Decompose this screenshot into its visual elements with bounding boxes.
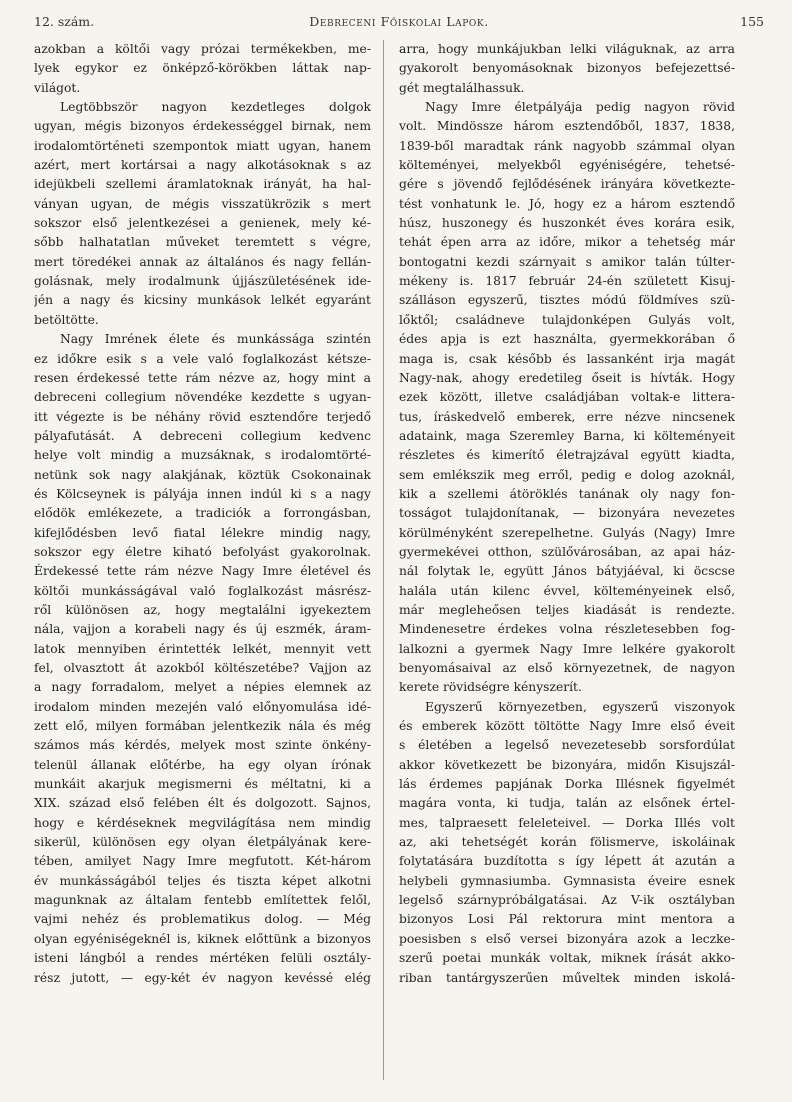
text-line: Mindenesetre érdekes volna részletesebben fog-	[399, 622, 735, 637]
text-line: tehát épen arra az időre, mikor a tehetség már	[399, 235, 735, 250]
text-line: itt végezte is be néhány rövid esztendőre terjedő	[34, 409, 371, 424]
text-line: tosságot tulajdonítanak, — bizonyára nevezetes	[399, 506, 735, 521]
text-line: sokszor első jelentkezései a genienek, mely ké-	[34, 216, 371, 231]
text-line: debreceni collegium növendéke kezdette s ugyan-	[34, 390, 371, 405]
text-line: betöltötte.	[34, 312, 99, 327]
text-line: Érdekessé tette rám nézve Nagy Imre életével és	[34, 564, 371, 579]
text-line: Nagy Imre életpályája pedig nagyon rövid	[425, 100, 735, 115]
text-line: adataink, maga Szeremley Barna, ki költeményeit	[399, 428, 735, 443]
text-line: tus, íráskedvelő emberek, erre nézve nincsenek	[399, 409, 735, 424]
text-line: részletes és kimerítő életrajzával együtt kiadta,	[399, 448, 735, 463]
text-line: ez időkre esik s a vele való foglalkozást kétsze-	[34, 351, 371, 366]
text-line: körülményként szerepelhetne. Gulyás (Nagy) Imre	[399, 525, 735, 540]
text-line: munkáit akarjuk megismerni és méltatni, ki a	[34, 777, 371, 792]
text-line: ezek között, illetve családjában voltak-e littera-	[399, 390, 735, 405]
text-line: sikerül, különösen egy olyan életpályának kere-	[34, 835, 371, 850]
left-column	[34, 40, 371, 988]
text-line: benyomásaival az első környezetnek, de nagyon	[399, 661, 735, 675]
text-line: folytatására buzdította s így lépett át azután a	[399, 854, 735, 869]
text-line: tében, amilyet Nagy Imre megfutott. Két-három	[34, 854, 371, 869]
text-line: helybeli gymnasiumba. Gymnasista éveire esnek	[399, 873, 735, 888]
text-line: helye volt mindig a muzsáknak, s irodalomtörté-	[34, 448, 371, 463]
text-line: magára vonta, ki tudja, talán az elsőnek értel-	[399, 796, 735, 811]
text-line: magunknak az általam fentebb említettek felől,	[34, 893, 371, 908]
text-line: netünk sok nagy alakjának, köztük Csokonainak	[34, 467, 371, 482]
text-line: hogy e kérdéseknek megvilágítása nem mindig	[34, 815, 371, 830]
text-line: Nagy-nak, ahogy eredetileg őseit is hívták. Hogy	[399, 370, 735, 385]
text-line: riban tantárgyszerűen műveltek minden iskolá-	[399, 970, 735, 985]
text-line: isteni lángból a rendes mértéken felüli osztály-	[34, 951, 371, 966]
text-line: kifejlődésben levő fiatal lélekre mindig nagy,	[34, 525, 371, 540]
text-line: XIX. század első felében élt és dolgozott. Sajnos,	[34, 796, 371, 811]
text-line: és emberek között töltötte Nagy Imre első éveit	[399, 719, 735, 734]
text-line: világot.	[34, 80, 81, 95]
text-line: év munkásságából teljes és tiszta képet alkotni	[34, 873, 371, 888]
text-line: zett elő, milyen formában jelentkezik nála és még	[34, 719, 371, 734]
text-line: 1839-ből maradtak ránk nagyobb számmal olyan	[399, 138, 735, 153]
text-line: mékeny is. 1817 február 24-én született Kisuj-	[399, 274, 735, 289]
text-line: az, aki tehetségét korán fölismerve, iskoláinak	[399, 835, 735, 850]
text-line: tést vonhatunk le. Jó, hogy ez a három esztendő	[399, 196, 735, 211]
text-line: azért, mert kortársai a nagy alkotásoknak s az	[34, 158, 371, 173]
text-line: lalkozni a gyermek Nagy Imre lelkére gyakorolt	[399, 641, 735, 656]
column-divider	[383, 40, 384, 1080]
text-line: legelső szárnypróbálgatásai. Az V-ik osztályban	[399, 893, 735, 908]
text-line: Egyszerű környezetben, egyszerű viszonyok	[425, 699, 735, 714]
text-line: sem emlékszik meg erről, pedig e dolog azoknál,	[399, 467, 735, 482]
text-line: nála, vajjon a korabeli nagy és új eszmék, áram-	[34, 622, 371, 637]
text-line: szerű poetai munkák voltak, miknek írását akko-	[399, 951, 735, 966]
text-line: nál folytak le, együtt János bátyjáéval, ki öcscse	[399, 564, 735, 579]
text-line: lás érdemes papjának Dorka Illésnek figyelmét	[399, 777, 735, 792]
text-line: fel, olvasztott át azokból költészetébe? Vajjon az	[34, 661, 371, 675]
text-line: olyan egyéniségeknél is, kiknek előttünk a bizonyos	[34, 931, 371, 946]
text-line: Legtöbbször nagyon kezdetleges dolgok	[60, 100, 371, 115]
text-line: latok mennyiben érintették lelkét, mennyit vett	[34, 641, 371, 656]
text-line: költeményei, melyekből egyéniségére, tehetsé-	[399, 158, 735, 173]
text-line: költői munkásságával való foglalkozást másrész-	[34, 583, 371, 598]
text-line: és Kölcseynek is pályája innen indúl ki s a nagy	[34, 486, 371, 501]
page-number: 155	[740, 14, 764, 29]
text-line: gyermekévei otthon, szülővárosában, az apai ház-	[399, 544, 735, 559]
text-line: lőktől; családneve tulajdonképen Gulyás volt,	[399, 312, 735, 327]
text-line: pályafutását. A debreceni collegium kedvenc	[34, 428, 371, 443]
text-line: bizonyos Losi Pál rektorura mint mentora a	[399, 912, 735, 927]
text-line: poesisben s első versei bizonyára azok a leczke-	[399, 931, 735, 946]
text-line: ugyan, mégis bizonyos érdekességgel birnak, nem	[34, 119, 371, 134]
text-line: édes apja is ezt használta, gyermekkorában ő	[399, 332, 735, 347]
text-line: számos más kérdés, melyek most szinte önkény-	[34, 738, 371, 753]
text-line: Nagy Imrének élete és munkássága szintén	[60, 332, 371, 347]
text-line: szálláson egyszerű, tisztes módú földmíves szü-	[399, 293, 735, 308]
text-line: arra, hogy munkájukban lelki világuknak, az arra	[399, 42, 735, 56]
text-line: maga is, csak később és lassanként irja magát	[399, 351, 735, 366]
text-line: gyakorolt benyomásoknak bizonyos befejezettsé-	[399, 61, 735, 76]
text-line: már megleheősen teljes kiadását is rendezte.	[399, 602, 735, 617]
text-line: sőbb halhatatlan műveket teremtett s végre,	[34, 235, 371, 250]
running-header	[34, 14, 764, 36]
text-line: mert töredékei annak az általános és nagy fellán-	[34, 254, 371, 269]
text-line: elődök emlékezete, a tradiciók a forrongásban,	[34, 506, 371, 521]
text-line: volt. Mindössze három esztendőből, 1837, 1838,	[399, 119, 735, 134]
text-line: irodalom minden mezején való előnyomulása idé-	[34, 699, 371, 714]
text-line: sokszor egy életre kiható befolyást gyakorolnak.	[34, 544, 371, 559]
text-line: lyek egykor ez önképző-körökben láttak nap-	[34, 61, 371, 76]
text-line: ványan ugyan, de mégis visszatükrözik s mert	[34, 196, 371, 211]
text-line: jén a nagy és kicsiny munkások lelkét egyaránt	[34, 293, 371, 308]
text-line: ről különösen az, hogy megtalálni igyekeztem	[34, 602, 371, 617]
text-line: gére s jövendő fejlődésének irányára következte-	[399, 177, 735, 192]
text-line: bontogatni kezdi szárnyait s amikor talán túlter-	[399, 254, 735, 269]
right-column	[399, 40, 735, 988]
text-line: húsz, huszonegy és huszonkét éves korára esik,	[399, 216, 735, 231]
text-line: azokban a költői vagy prózai termékekben, me-	[34, 42, 371, 56]
text-line: irodalomtörténeti szempontok miatt ugyan, hanem	[34, 138, 371, 153]
text-line: kik a szellemi átöröklés tanának oly nagy fon-	[399, 486, 735, 501]
text-line: mes, talpraesett feleleteivel. — Dorka Illés volt	[399, 815, 735, 830]
text-line: golásnak, mely irodalmunk újjászületésének ide-	[34, 274, 371, 289]
issue-number: 12. szám.	[34, 14, 95, 29]
text-line: a nagy forradalom, melyet a népies elemnek az	[34, 680, 371, 695]
text-line: kerete rövidségre kényszerít.	[399, 680, 582, 695]
text-line: vajmi nehéz és problematikus dolog. — Még	[34, 912, 371, 927]
text-line: idejükbeli szellemi áramlatoknak irányát, ha hal-	[34, 177, 371, 192]
text-line: akkor következett be bizonyára, midőn Kisujszál-	[399, 757, 735, 772]
text-line: gét megtalálhassuk.	[399, 80, 525, 95]
text-line: halála után kilenc évvel, költeményeinek első,	[399, 583, 735, 598]
text-line: s életében a legelső nevezetesebb sorsfordúlat	[399, 738, 735, 753]
journal-title: Debreceni Főiskolai Lapok.	[309, 14, 489, 29]
text-line: telenül állanak előtérbe, ha egy olyan írónak	[34, 757, 371, 772]
text-line: rész jutott, — egy-két év nagyon kevéssé elég	[34, 970, 371, 985]
text-line: resen érdekessé tette rám nézve az, hogy mint a	[34, 370, 371, 385]
